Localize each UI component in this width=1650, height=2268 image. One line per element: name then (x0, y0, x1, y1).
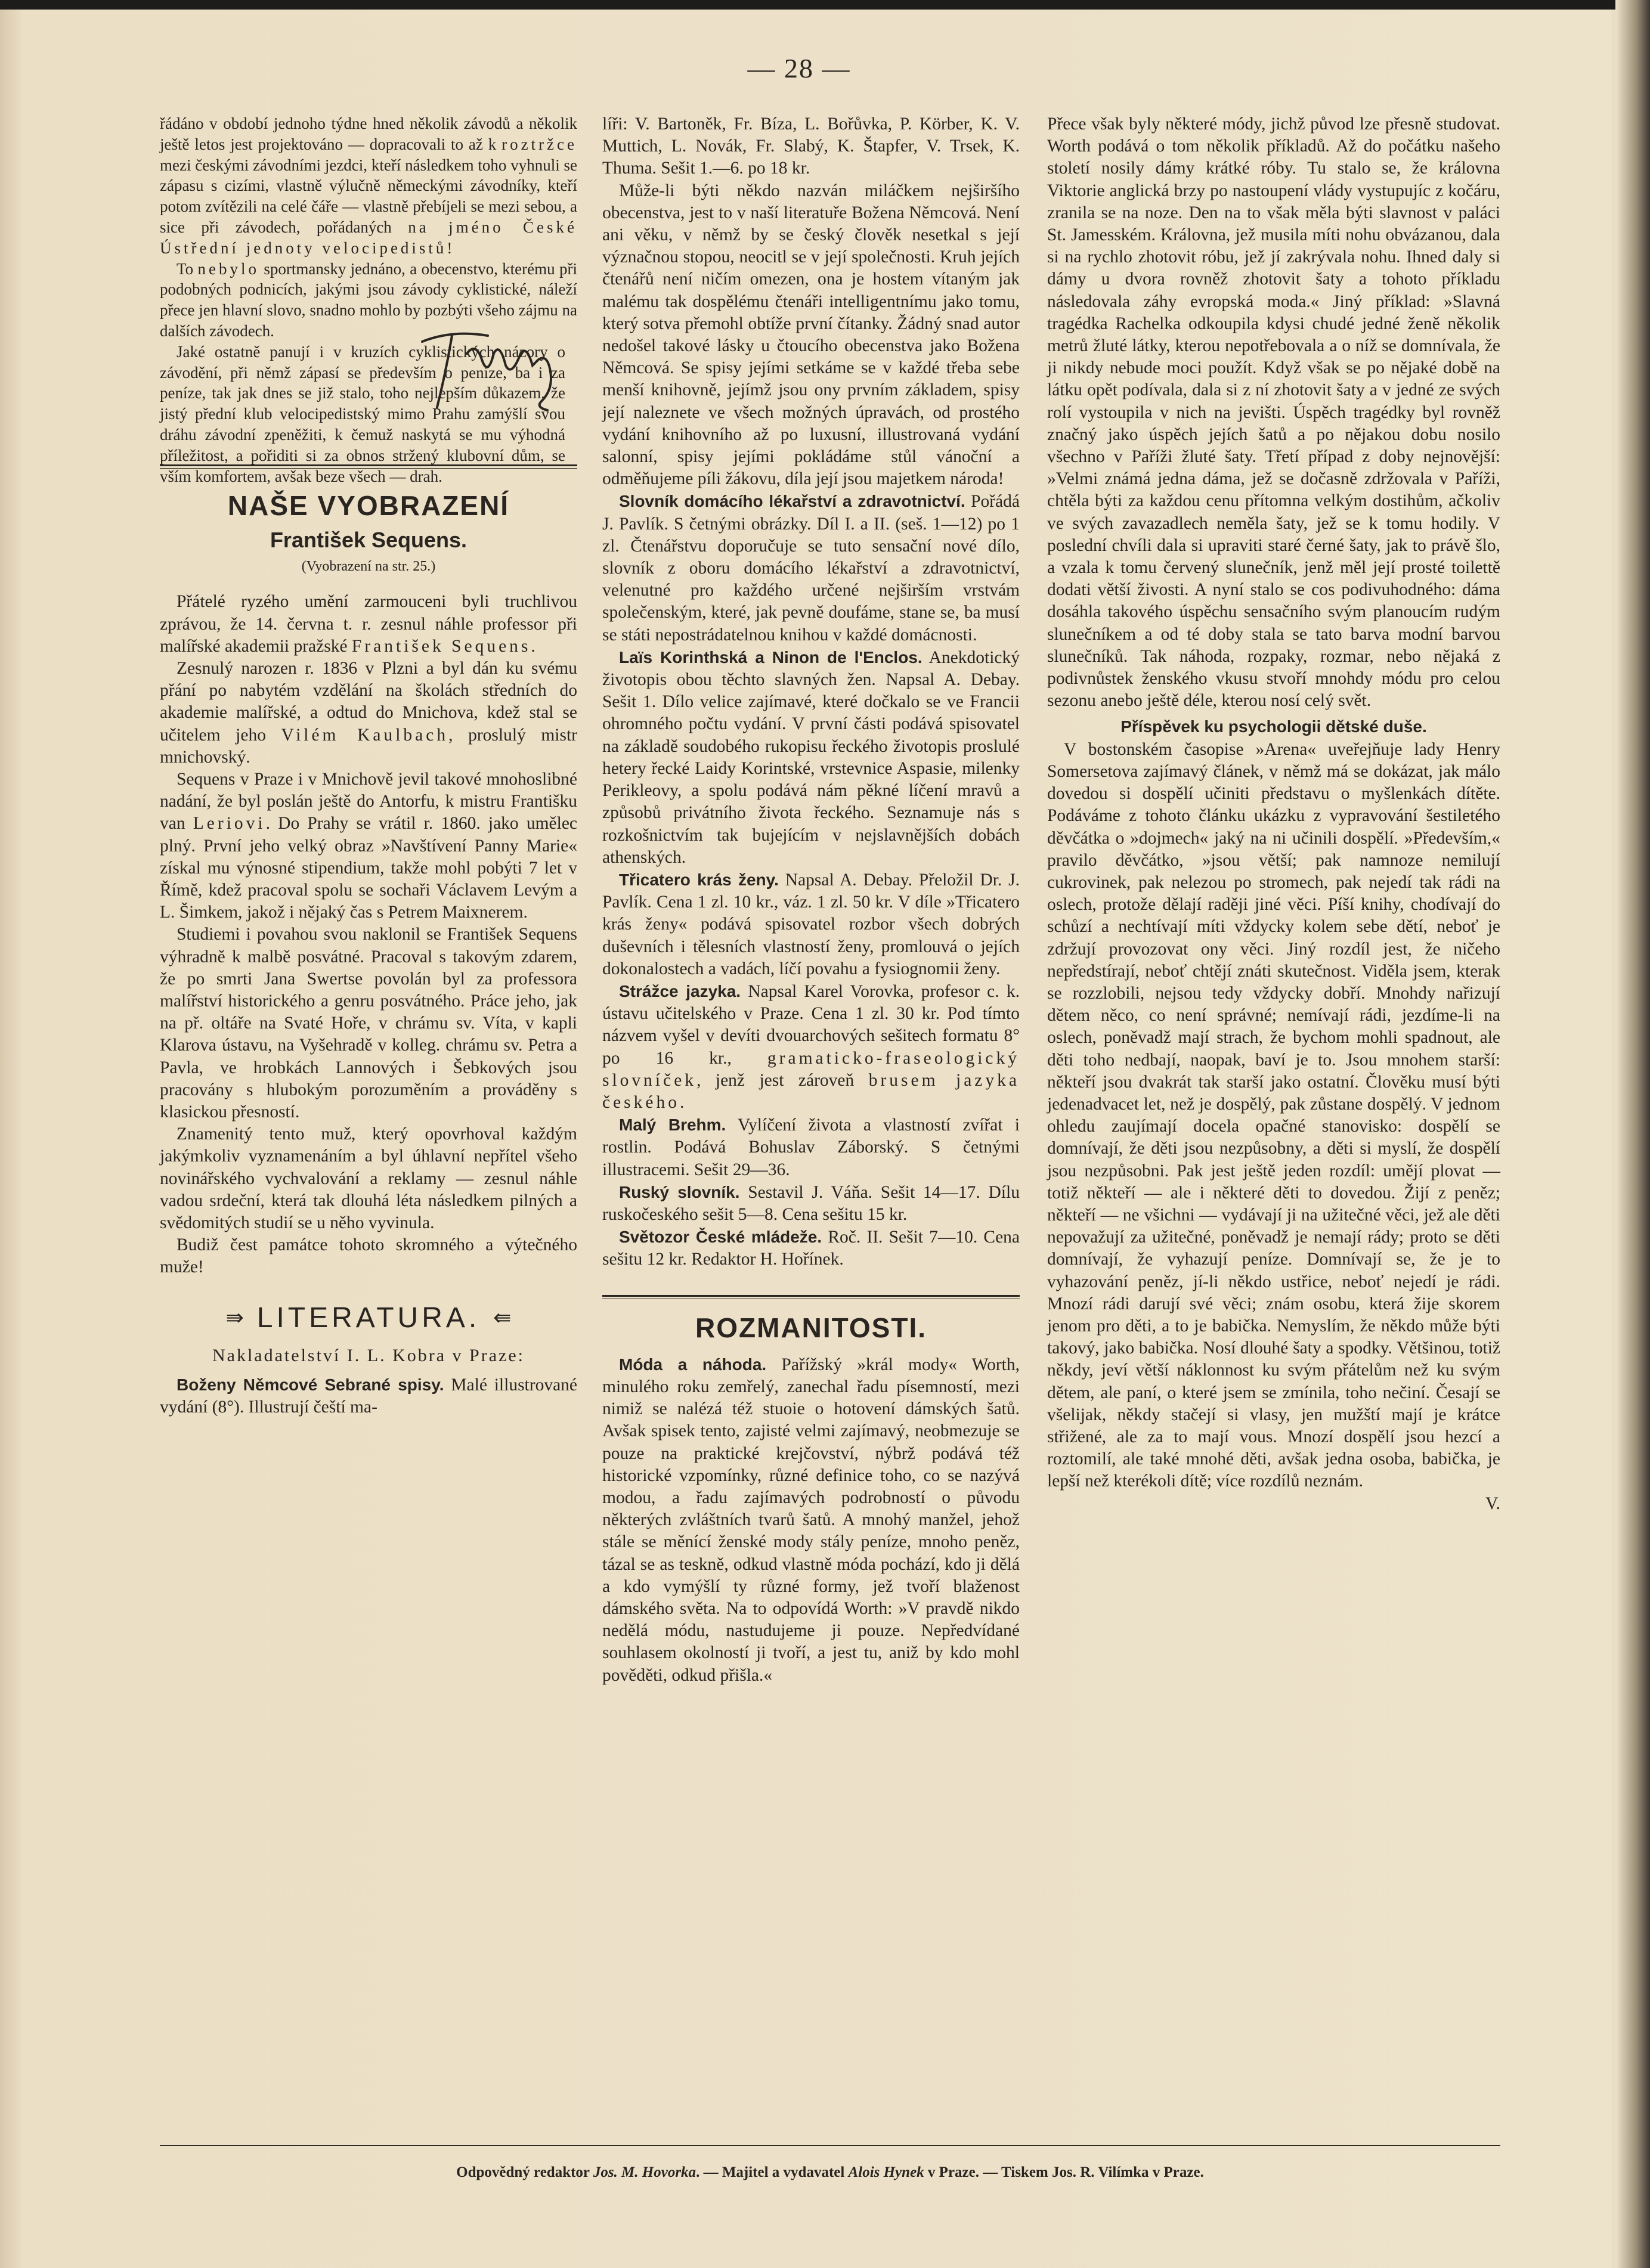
flourish-right-icon: ⇚ (493, 1305, 512, 1330)
lit-entry-svetozor: Světozor České mládeže. Roč. II. Sešit 7—10. Cena sešitu 12 kr. Redaktor H. Hořínek. (602, 1228, 1020, 1269)
lit-entry-brehm: Malý Brehm. Vylíčení života a vlastností zvířat i rostlin. Podává Bohuslav Záborský. S četnými illustracemi. Sešit 29—36. (602, 1116, 1020, 1179)
lit-entry-nemcova: Boženy Němcové Sebrané spisy. Malé illustrované vydání (8°). Illustrují čeští ma- (160, 1375, 578, 1417)
sequens-para-4: Studiemi i povahou svou naklonil se František Sequens výhradně k malbě posvátné. Pracoval s takovým zdarem, že po smrti Jana Swertse povolán byl za professora malířství historického a genru posvátného. Práce jeho, jak na př. oltáře na Svaté Hoře, v chrámu sv. Víta, v kapli Klarova ústavu, na Vyšehradě v kolleg. chrámu sv. Petra a Pavla, ve hrobkách Lannových i Šebkových jsou pracovány s hlubokým porozuměním a prováděny s klasickou přesností. (160, 925, 577, 1122)
lit-entry-lais: Laïs Korinthská a Ninon de l'Enclos. Anekdotický životopis obou těchto slavných žen. Napsal A. Debay. Sešit 1. Dílo velice zajímavé, které dočkalo se ve Francii ohromného počtu vydání. V první části podává spisovatel na základě soudobého rukopisu řeckého životopis proslulé hetery řecké Laidy Korintské, vrstevnice Aspasie, milenky Perikleovy, a spolu podává nám pěkné líčení mravů a způsobů privátního života řeckého. Seznamuje nás s rozkošnictvím tak bujejícím v nejslavnějších dobách athenských. (602, 647, 1020, 867)
sequens-para-5: Znamenitý tento muž, který opovrhoval každým jakýmkoliv vyznamenáním a byl úhlavní nepřítel všeho novinářského vychvalování a reklamy — zesnul náhle vadou srdeční, která tak dlouhá léta následkem pilných a svědomitých studií se u něho vyvinula. (160, 1124, 577, 1233)
lit-entry-slovnik: Slovník domácího lékařství a zdravotnictví. Pořádá J. Pavlík. S četnými obrázky. Díl I. a II. (seš. 1—12) po 1 zl. Čtenářstvu doporučuje se tuto sensační nové dílo, slovník z oboru domácího lékařství a zdravotnictví, velenutné pro každého určené nejširším vrstvám společenským, které, jak pevně doufáme, stane se, ba musí se státi nepostrádatelnou knihou v každé domácnosti. (602, 492, 1020, 645)
section-divider-2 (602, 1295, 1020, 1299)
lit-entry-tricatero: Třicatero krás ženy. Napsal A. Debay. Přeložil Dr. J. Pavlík. Cena 1 zl. 10 kr., váz. 1 zl. 50 kr. V díle »Třicatero krás ženy« podává spisovatel rozbor všech dobrých duševních i tělesních vlastností ženy, promlouvá o jejích dokonalostech a vadách, líčí povahu a fysiognomii ženy. (602, 870, 1020, 978)
section-heading-nase-vyobrazeni: NAŠE VYOBRAZENÍ (227, 489, 510, 521)
cycling-article-para-1: řádáno v období jednoho týdne hned několik závodů a několik ještě letos jest projektováno — dopracovali to až k roztržce mezi českými závodními jezdci, kteří následkem toho vyhnuli se zápasu s cizími, vlastně výlučně německými závodníky, kteří potom zvítězili na celé čáře — vlastně přebíjeli se mezi sebou, a sice při závodech, pořádaných na jméno České Ústřední jednoty velocipedistů! (160, 114, 577, 257)
rozm-moda: Móda a náhoda. Pařížský »král mody« Worth, minulého roku zemřelý, zanechal řadu písemností, mezi nimiž se nalézá též stuoie o hotovení dámských šatů. Avšak spisek tento, zajisté velmi zajímavý, neobmezuje se pouze na praktické krejčovství, nýbrž podává též historické vzpomínky, různé definice toho, co se nazývá modou, a řadu zajímavých podrobností o původu některých zvláštních tvarů šatů. A mnohý manžel, jehož stále se měnící ženské mody stály peníze, mnoho peněz, tázal se as teskně, odkud vlastně móda pochází, kdo ji dělá a kdo vymýšlí ty různé formy, jež tvoří blaženost dámského světa. Na to odpovídá Worth: »V pravdě nikdo nedělá módu, nastudujeme ji pouze. Nepředvídané souhlasem okolností ji tvoří, a jest tu, aniž by kdo mohl pověděti, odkud přišla.« (602, 1355, 1020, 1685)
imprint-footer: Odpovědný redaktor Jos. M. Hovorka. — Majitel a vydavatel Alois Hynek v Praze. — Tiskem Jos. R. Vilímka v Praze. (456, 2164, 1204, 2180)
rozm-psychologie: V bostonském časopise »Arena« uveřejňuje lady Henry Somersetova zajímavý článek, v němž má se dokázat, jak málo dovedou si dospělí učiniti představu o myšlenkách dítěte. Podáváme z tohoto článku ukázku z vypravování šestiletého děvčátka o »dojmech« jaký na ni učinili dospělí. »Především,« pravilo děvčátko, »jsou větší; pak namnoze nemilují cukrovinek, pak nelezou po stromech, pak nejedí tak rádi na oslech, protože dělají raději jiné věci. Píší knihy, chodívají do schůzí a nechtívají míti vždycky kolem sebe dětí, neboť je zdržují provozovat ony věci. Jiný rozdíl jest, že ničeho nepředstírají, neboť chtějí znáti skutečnost. Viděla jsem, kterak se rozzlobili, nejsou tedy vždycky dobří. Mnohdy nařizují dětem něco, co není správné; nemívají rádi, jezdíme-li na oslech, poněvadž mají strach, že bychom mohli spadnout, ale děti toho nedbají, naopak, baví je to. Jsou mnohem starší: někteří jsou dvakrát tak starší jako ostatní. Člověku musí býti jedenadvacet let, než je dospělý, pak zůstane dospělý. V jednom ohledu zaujímají docela opačné stanovisko: dospělí se domnívají, že děti jsou nezpůsobny, a děti si myslí, že dospělí jsou nezpůsobni. Pak jest ještě jeden rozdíl: umějí plovat — totiž někteří — ale i některé děti to dovedou. Žijí z peněz; někteří — ne všichni — vydávají ji na užitečné věci, jež ale děti nepovažují za užitečné, poněvadž je nemají rády; proto se děti domnívají, že vyhazují peníze. Domnívají se, že je to vyhazování peněz, jí-li někdo ustřice, neboť nejedí je rádi. Mnozí rádi darují své věci; znám osobu, která žije skorem jenom pro děti, a to je babička. Nemyslím, že někdo může býti takový, jako babička. Nosí dlouhé šaty a spodky. Většinou, totiž někdy, jeví větší náklonnost ku svým přátelům než ku svým dětem, ale paní, o které jsem se zmínila, toho nečiní. Česají se všelijak, někdy stačejí si vlasy, jen mužští mají je krátce střižené, ale za to mají vous. Mnozí dospělí jsou hezcí a roztomilí, ale také mnohé děti, avšak jedna osoba, babička, je lepší než kterékoli dítě; více rozdílů neznám. (1047, 739, 1500, 1491)
section-heading-literatura: ⇛ LITERATURA. ⇚ (225, 1302, 512, 1334)
lit-entry-strazce: Strážce jazyka. Napsal Karel Vorovka, profesor c. k. ústavu učitelského v Praze. Cena 1 zl. 30 kr. Pod tímto názvem vyšel v devíti dvouarchových sešitech formatu 8° po 16 kr., gramaticko-fraseologický slovníček, jenž jest zároveň brusem jazyka českého. (602, 981, 1020, 1112)
lit-entry-nemcova-cont: líři: V. Bartoněk, Fr. Bíza, L. Bořůvka, P. Körber, K. V. Muttich, L. Novák, Fr. Slabý, K. Štapfer, V. Trsek, K. Thuma. Sešit 1.—6. po 18 kr. (602, 114, 1020, 178)
rozm-psychologie-title: Příspěvek ku psychologii dětské duše. (1120, 717, 1427, 736)
sequens-para-2: Zesnulý narozen r. 1836 v Plzni a byl dán ku svému přání po nabytém vzdělání na školách středních do akademie malířské, a odtud do Mnichova, kdež stal se učitelem jeho Vilém Kaulbach, proslulý mistr mnichovský. (160, 658, 578, 767)
column-1 (160, 113, 577, 1418)
footer-rule (160, 2145, 1500, 2146)
scan-top-edge (0, 0, 1650, 10)
publisher-line: Nakladatelství I. L. Kobra v Praze: (212, 1345, 525, 1365)
flourish-left-icon: ⇛ (225, 1305, 244, 1330)
image-reference-note: (Vyobrazení na str. 25.) (301, 559, 436, 575)
sequens-para-6: Budiž čest památce tohoto skromného a výtečného muže! (160, 1235, 577, 1277)
nemcova-praise: Může-li býti někdo nazván miláčkem nejširšího obecenstva, jest to v naší literatuře Božena Němcová. Není ani věku, v němž by se český člověk nesetkal s její význačnou stopou, neocitl se v její společnosti. Kruh jejích čtenářů není ničím omezen, ona je hostem vítaným jak malému tak dospělému čtenáři intelligentnímu jako tomu, který sotva přemohl obtíže první čítanky. Žádný snad autor nedošel takové lásky u čtoucího obecenstva jako Božena Němcová. Se spisy jejími setkáme se v každé třeba sebe menší knihovně, jejímž jsou ony prvním základem, spisy její naleznete ve všech možných úpravách, od prostého vydání knihovního až po luxusní, illustrovaná vydání salonní, spisy jejími pokládáme stůl vánoční a odměňujeme píli žákovu, díla její jsou majetkem národa! (602, 181, 1020, 489)
article-title-sequens: František Sequens. (270, 527, 468, 552)
page-number: — 28 — (747, 53, 851, 83)
section-heading-rozmanitosti: ROZMANITOSTI. (695, 1312, 927, 1343)
rozm-moda-cont: Přece však byly některé módy, jichž původ lze přesně studovat. Worth podává o tom několik příkladů. Až do počátku našeho století nosily dámy krátké róby. Tu stalo se, že královna Viktorie anglická brzy po nastoupení vlády vystupujíc z kočáru, zranila se na noze. Den na to však měla býti slavnost v paláci St. Jamesském. Královna, jež musila míti nohu obvázanou, dala si na rychlo zhotovit róbu, jež jí zakrývala nohu. Ihned daly si dámy u dvora rovněž zhotovit šaty a tohoto příkladu následovala záhy evropská moda.« Jiný příklad: »Slavná tragédka Rachelka odkoupila kdysi chudé jedné ženě několik metrů žluté látky, kterou nepotřebovala a o níž se domnívala, že ji nikdy nebude moci použít. Když však se po nějaké době na látku opět podívala, dala si z ní zhotovit šaty a v jedné ze svých rolí vystoupila v nich na jevišti. Úspěch tragédky byl rovněž značný jako úspěch jejích šatů a po nějakou dobu nosilo všechno v Paříži žluté šaty. Třetí případ z doby nejnovější: »Velmi známá jedna dáma, jež se dočasně zdržovala v Paříži, chtěla býti za každou cenu přítomna velkým dostihům, ačkoliv ve svých zavazadlech neměla šaty, jež se k tomu hodily. V poslední chvíli dala si upraviti staré černé šaty, jak to právě šlo, a vzala k tomu červený slunečník, jenž měl její prosté toilettě dodati větší živosti. A nyní stalo se cos podivuhodného: dáma dosáhla takového úspěchu sensačního svým planoucím rudým slunečníkem a od té doby stala se tato barva modní barvou slunečníků. Tak náhoda, rozpaky, rozmar, nebo nějaká z podivnůstek ženského vkusu stvoří mnohdy módu pro celou sezonu anebo ještě déle, kterou nosí celý svět. (1047, 114, 1500, 711)
scan-right-edge (1615, 0, 1650, 2268)
signature-icon (410, 318, 577, 419)
cycling-article-para-3: Jaké ostatně panují i v kruzích cyklistických názory o závodění, při němž zápasí se především o peníze, ba i za peníze, tak jak dnes se již stalo, toho nejlepším důkazem, že jistý přední klub velocipedistský mimo Prahu zamýšlí svou dráhu závodní zpeněžiti, k čemuž naskytá se mu výhodná příležitost, a pořiditi si za obnos stržený klubovní dům, se vším komfortem, avšak beze všech — drah. (160, 342, 565, 485)
sequens-para-1: Přátelé ryzého umění zarmouceni byli truchlivou zprávou, že 14. června t. r. zesnul náhle professor při malířské akademii pražské František Sequens. (160, 592, 577, 656)
cycling-article-para-2: To nebylo sportmansky jednáno, a obecenstvo, kterému při podobných podnicích, jakými jsou závody cyklistické, náleží přece jen hlavní slovo, snadno mohlo by pozbýti všeho zájmu na dalších závodech. (160, 259, 577, 340)
column-3 (1047, 113, 1500, 1515)
article-signature-v: V. (1485, 1494, 1500, 1513)
sequens-para-3: Sequens v Praze i v Mnichově jevil takové mnohoslibné nadání, že byl poslán ještě do Antorfu, k mistru Františku van Leriovi. Do Prahy se vrátil r. 1860. jako umělec plný. První jeho velký obraz »Navštívení Panny Marie« získal mu výnosné stipendium, takže mohl pobýti 7 let v Římě, kdež pracoval spolu se sochaři Václavem Levým a L. Šimkem, jakož i nějaký čas s Petrem Maixnerem. (160, 770, 578, 922)
lit-entry-rusky: Ruský slovník. Sestavil J. Váňa. Sešit 14—17. Dílu ruskočeského sešit 5—8. Cena sešitu 15 kr. (602, 1182, 1020, 1224)
column-2 (602, 113, 1020, 1687)
